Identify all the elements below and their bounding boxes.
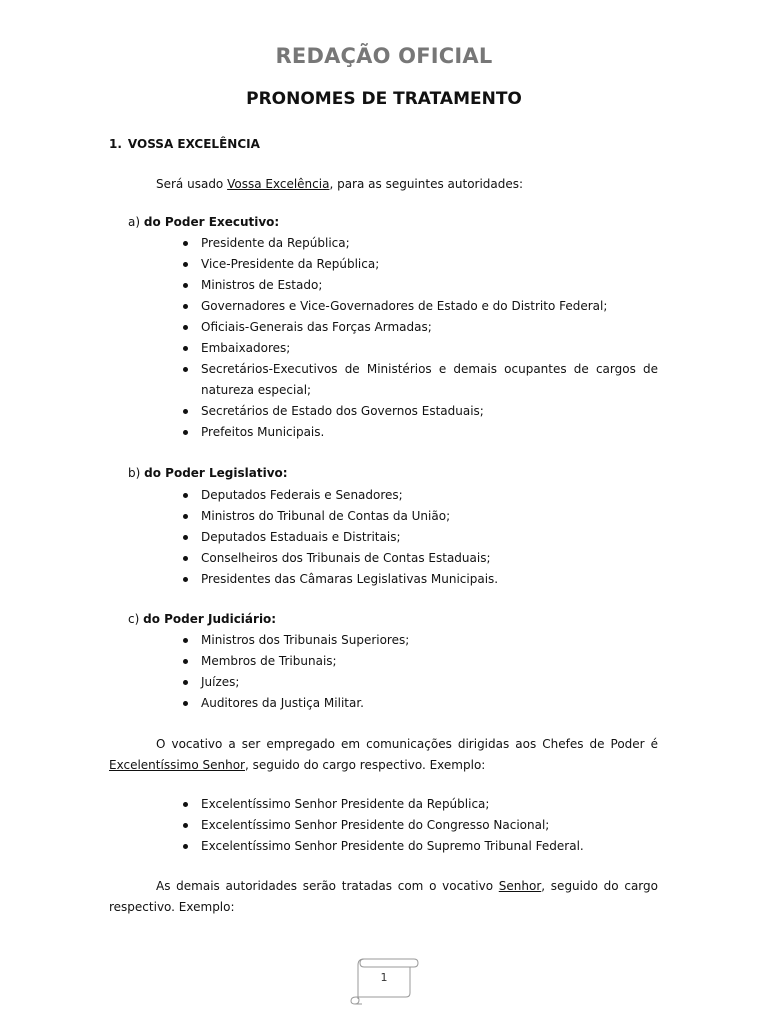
list-item: Oficiais-Generais das Forças Armadas; — [0, 317, 658, 338]
section-heading — [109, 137, 266, 151]
vocativo-text-end: , seguido do cargo respectivo. Exemplo: — [244, 758, 486, 772]
list-item: Excelentíssimo Senhor Presidente do Congresso Nacional; — [0, 815, 658, 836]
list-item: Ministros dos Tribunais Superiores; — [0, 630, 658, 651]
vocativo-paragraph — [109, 734, 658, 776]
executivo-heading — [128, 215, 279, 229]
demais-text-end: , seguido do cargo respectivo. Exemplo: — [109, 879, 658, 914]
judiciario-list — [0, 630, 658, 714]
list-item: Ministros de Estado; — [0, 275, 658, 296]
section-number: 1. — [109, 137, 122, 151]
document-subtitle: PRONOMES DE TRATAMENTO — [246, 89, 522, 109]
list-item: Secretários de Estado dos Governos Estaduais; — [0, 401, 658, 422]
list-item: Deputados Estaduais e Distritais; — [0, 527, 658, 548]
executivo-title: do Poder Executivo: — [143, 215, 280, 229]
page-number: 1 — [380, 971, 388, 984]
list-item: Ministros do Tribunal de Contas da União; — [0, 506, 658, 527]
list-item: Excelentíssimo Senhor Presidente do Supremo Tribunal Federal. — [0, 836, 658, 857]
judiciario-heading — [128, 612, 276, 626]
list-item: Vice-Presidente da República; — [0, 254, 658, 275]
legislativo-list — [0, 485, 658, 590]
intro-text-end: , para as seguintes autoridades: — [329, 177, 524, 191]
judiciario-prefix: c) — [128, 612, 140, 626]
executivo-list — [0, 233, 658, 443]
list-item: Juízes; — [0, 672, 658, 693]
list-item: Embaixadores; — [0, 338, 658, 359]
vocativo-text: O vocativo a ser empregado em comunicações dirigidas aos Chefes de Poder é — [156, 737, 658, 751]
intro-underlined-term: Vossa Excelência — [227, 177, 330, 191]
list-item: Presidente da República; — [0, 233, 658, 254]
legislativo-heading — [128, 466, 288, 480]
legislativo-title: do Poder Legislativo: — [144, 466, 288, 480]
list-item: Deputados Federais e Senadores; — [0, 485, 658, 506]
list-item: Secretários-Executivos de Ministérios e demais ocupantes de cargos de natureza especial; — [0, 359, 658, 401]
page-number-badge — [348, 955, 420, 1005]
list-item: Membros de Tribunais; — [0, 651, 658, 672]
list-item: Presidentes das Câmaras Legislativas Municipais. — [0, 569, 658, 590]
vocativo-examples-list — [0, 794, 658, 857]
legislativo-prefix: b) — [128, 466, 141, 480]
list-item: Governadores e Vice-Governadores de Estado e do Distrito Federal; — [0, 296, 658, 317]
list-item: Excelentíssimo Senhor Presidente da República; — [0, 794, 658, 815]
judiciario-title: do Poder Judiciário: — [143, 612, 277, 626]
intro-text: Será usado — [156, 177, 228, 191]
list-item: Auditores da Justiça Militar. — [0, 693, 658, 714]
section-title: VOSSA EXCELÊNCIA — [127, 137, 260, 151]
document-title: REDAÇÃO OFICIAL — [275, 44, 493, 68]
list-item: Conselheiros dos Tribunais de Contas Estaduais; — [0, 548, 658, 569]
vocativo-underlined-term: Excelentíssimo Senhor — [109, 758, 245, 772]
demais-underlined-term: Senhor — [498, 879, 542, 893]
demais-text: As demais autoridades serão tratadas com o vocativo — [156, 879, 499, 893]
intro-paragraph — [109, 174, 658, 195]
executivo-prefix: a) — [128, 215, 141, 229]
list-item: Prefeitos Municipais. — [0, 422, 658, 443]
demais-paragraph — [109, 876, 658, 918]
